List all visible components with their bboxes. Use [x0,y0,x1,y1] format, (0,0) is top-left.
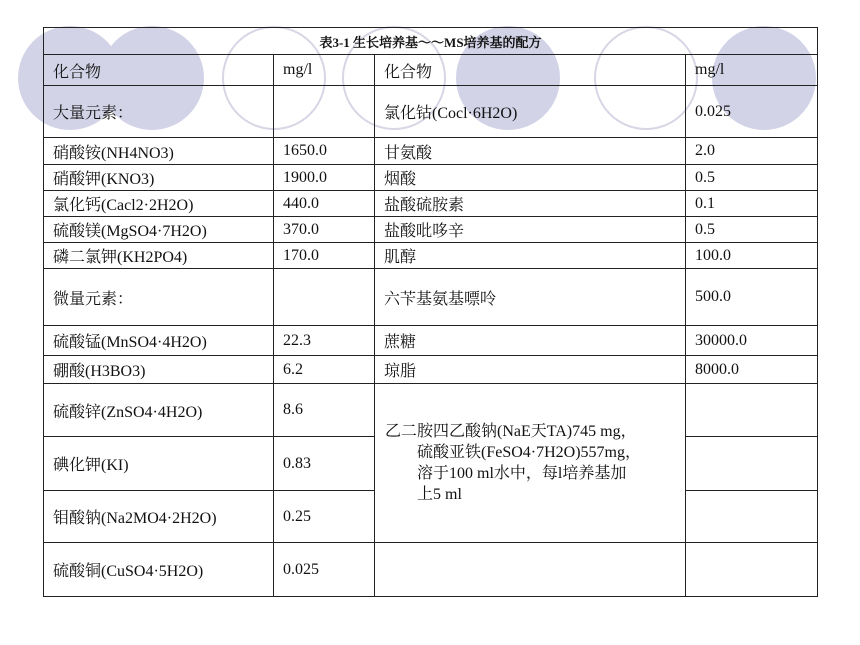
compound-amount: 8.6 [274,384,375,437]
compound-name: 硫酸锌(ZnSO4·4H2O) [44,384,274,437]
compound-name: 碘化钾(KI) [44,437,274,491]
compound-amount: 1650.0 [274,138,375,165]
compound-amount: 0.1 [686,191,818,217]
compound-name: 甘氨酸 [375,138,686,165]
compound-name: 蔗糖 [375,326,686,356]
empty-cell [686,491,818,543]
compound-amount: 0.025 [274,543,375,597]
table-row [44,243,818,269]
compound-name: 硝酸铵(NH4NO3) [44,138,274,165]
empty-cell [686,437,818,491]
compound-amount: 440.0 [274,191,375,217]
header-unit: mg/l [274,55,375,86]
compound-name: 琼脂 [375,356,686,384]
compound-amount: 30000.0 [686,326,818,356]
header-unit: mg/l [686,55,818,86]
compound-amount [274,86,375,138]
compound-name: 硼酸(H3BO3) [44,356,274,384]
compound-name: 磷二氯钾(KH2PO4) [44,243,274,269]
compound-amount: 1900.0 [274,165,375,191]
header-compound: 化合物 [44,55,274,86]
compound-amount: 0.83 [274,437,375,491]
compound-amount: 0.5 [686,217,818,243]
note-line: 上5 ml [417,486,462,503]
compound-name: 大量元素： [44,86,274,138]
compound-name: 烟酸 [375,165,686,191]
table-row [44,191,818,217]
fe-edta-note [375,384,686,543]
compound-name: 肌醇 [375,243,686,269]
table-title-row [44,28,818,55]
compound-name: 硫酸锰(MnSO4·4H2O) [44,326,274,356]
table-row [44,86,818,138]
compound-name: 六苄基氨基嘌呤 [375,269,686,326]
compound-amount: 0.25 [274,491,375,543]
ms-medium-table [43,27,818,597]
table-row [44,217,818,243]
compound-name: 氯化钴(Cocl·6H2O) [375,86,686,138]
compound-amount: 6.2 [274,356,375,384]
compound-name: 氯化钙(Cacl2·2H2O) [44,191,274,217]
table-header-row [44,55,818,86]
compound-name: 硝酸钾(KNO3) [44,165,274,191]
compound-amount [274,269,375,326]
compound-amount: 100.0 [686,243,818,269]
compound-name: 硫酸铜(CuSO4·5H2O) [44,543,274,597]
compound-name: 硫酸镁(MgSO4·7H2O) [44,217,274,243]
table-row [44,138,818,165]
compound-name: 微量元素： [44,269,274,326]
note-line: 硫酸亚铁(FeSO4·7H2O)557mg， [417,444,641,461]
compound-name: 钼酸钠(Na2MO4·2H2O) [44,491,274,543]
header-compound: 化合物 [375,55,686,86]
compound-amount: 2.0 [686,138,818,165]
table-row [44,356,818,384]
empty-cell [686,543,818,597]
table-row [44,326,818,356]
table-row [44,384,818,437]
compound-amount: 0.025 [686,86,818,138]
table-row [44,543,818,597]
compound-amount: 170.0 [274,243,375,269]
compound-name: 盐酸硫胺素 [375,191,686,217]
table-title: 表3-1 生长培养基～～MS培养基的配方 [44,28,818,55]
empty-cell [686,384,818,437]
note-line: 溶于100 ml水中，每l培养基加 [417,465,627,482]
note-line: 乙二胺四乙酸钠(NaE天TA)745 mg， [385,423,637,440]
compound-amount: 8000.0 [686,356,818,384]
compound-amount: 0.5 [686,165,818,191]
table-row [44,269,818,326]
table-row [44,165,818,191]
compound-amount: 500.0 [686,269,818,326]
compound-amount: 22.3 [274,326,375,356]
compound-amount: 370.0 [274,217,375,243]
compound-name: 盐酸吡哆辛 [375,217,686,243]
empty-cell [375,543,686,597]
